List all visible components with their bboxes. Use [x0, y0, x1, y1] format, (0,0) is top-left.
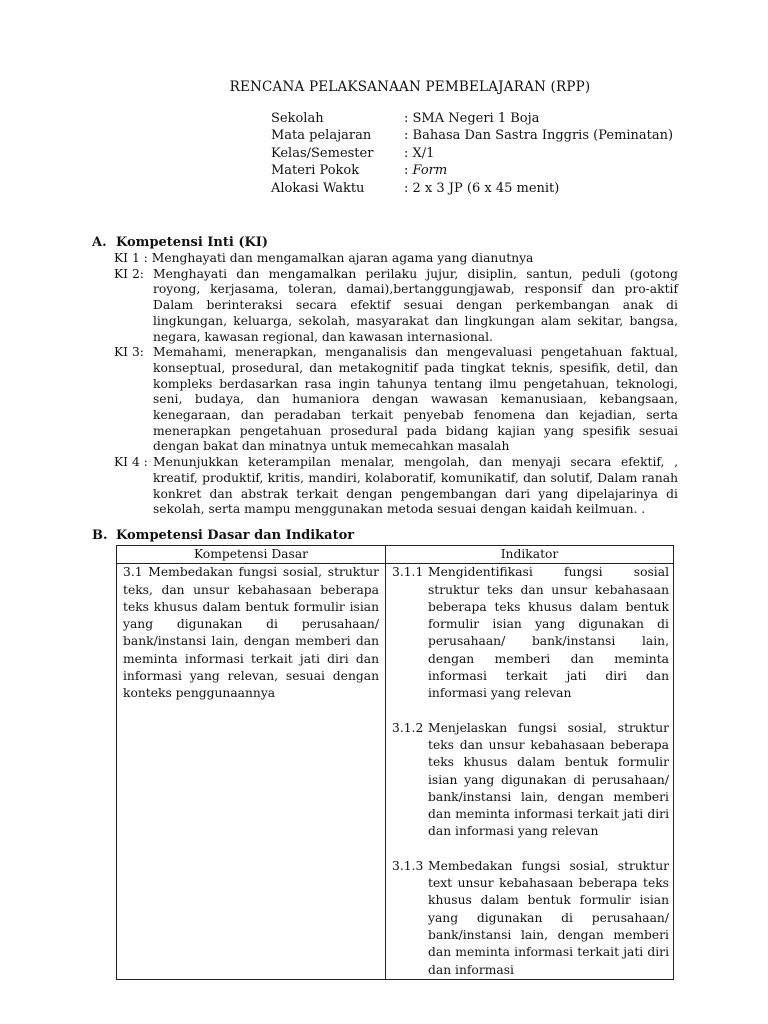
identity-value: : Bahasa Dan Sastra Inggris (Peminatan): [404, 128, 674, 144]
section-a-heading: [92, 235, 268, 250]
kompetensi-indikator-table: [116, 545, 674, 980]
section-b-number: B.: [92, 528, 108, 543]
kompetensi-dasar-cell: 3.1 Membedakan fungsi sosial, struktur teks, dan unsur kebahasaan beberapa teks khusus dalam bentuk formulir isian yang digunakan di perusahaan/ bank/instansi lain, dengan memberi dan meminta informasi terkait jati diri dan informasi yang relevan, sesuai dengan konteks penggunaannya: [117, 564, 386, 980]
identity-value: : SMA Negeri 1 Boja: [404, 111, 540, 126]
ki-label: KI 3:: [114, 345, 144, 360]
identity-value: [404, 162, 447, 179]
indikator-number: 3.1.1: [392, 565, 424, 580]
indikator-cell: [386, 564, 674, 980]
document-title: RENCANA PELAKSANAAN PEMBELAJARAN (RPP): [229, 79, 591, 95]
ki-label: KI 2:: [114, 266, 144, 281]
ki-item: [114, 267, 678, 346]
section-b-title: Kompetensi Dasar dan Indikator: [116, 528, 355, 543]
table-row: [117, 564, 674, 980]
ki-item: [114, 455, 678, 518]
section-a-title: Kompetensi Inti (KI): [116, 235, 268, 250]
identity-row-school: [271, 110, 673, 127]
identity-value-prefix: :: [404, 163, 413, 179]
identity-value: : X/1: [404, 145, 435, 161]
table-header-row: [117, 546, 674, 564]
ki-text: Memahami, menerapkan, menganalisis dan mengevaluasi pengetahuan faktual, konseptual, prosedural, dan metakognitif pada tingkat teknis, spesifik, detil, dan kompleks berdasarkan rasa ingin tahunya tentang ilmu pengetahuan, teknologi, seni, budaya, dan humaniora dengan wawasan kemanusiaan, kebangsaan, kenegaraan, dan peradaban terkait penyebab fenomena dan kejadian, serta menerapkan pengetahuan prosedural pada bidang kajian yang spesifik sesuai dengan bakat dan minatnya untuk memecahkan masalah: [153, 345, 678, 454]
identity-row-topic: [271, 162, 673, 179]
indikator-text: Mengidentifikasi fungsi sosial struktur teks dan unsur kebahasaan beberapa teks khusus dalam bentuk formulir isian yang digunakan di perusahaan/ bank/instansi lain, dengan memberi dan meminta informasi terkait jati diri dan informasi yang relevan: [428, 565, 669, 701]
identity-row-time: [271, 180, 673, 197]
section-a-number: A.: [92, 235, 107, 250]
indikator-item: [392, 858, 669, 979]
identity-row-class: [271, 145, 673, 162]
ki-label: KI 4 :: [114, 455, 152, 470]
school-identity: [271, 110, 673, 197]
identity-value-italic: Form: [412, 163, 448, 179]
column-header-indikator: Indikator: [386, 546, 674, 564]
identity-label: Kelas/Semester: [271, 145, 374, 161]
identity-label: Mata pelajaran: [271, 128, 372, 144]
ki-text: Menghayati dan mengamalkan perilaku jujur, disiplin, santun, peduli (gotong royong, kerjasama, toleran, damai),bertanggungjawab, responsif dan pro-aktif Dalam berinteraksi secara efektif sesuai dengan perkembangan anak di lingkungan, keluarga, sekolah, masyarakat dan lingkungan alam sekitar, bangsa, negara, kawasan regional, dan kawasan internasional.: [153, 266, 678, 344]
indikator-text: Membedakan fungsi sosial, struktur text unsur kebahasaan beberapa teks khusus dalam bentuk formulir isian yang digunakan di perusahaan/ bank/instansi lain, dengan memberi dan meminta informasi terkait jati diri dan informasi: [428, 858, 669, 977]
ki-text: Menghayati dan mengamalkan ajaran agama yang dianutnya: [151, 251, 534, 265]
section-b-heading: [92, 528, 354, 543]
identity-value: : 2 x 3 JP (6 x 45 menit): [404, 180, 560, 196]
ki-item: [114, 251, 678, 267]
indikator-number: 3.1.3: [392, 858, 424, 873]
identity-label: Sekolah: [271, 111, 324, 126]
indikator-number: 3.1.2: [392, 720, 424, 735]
column-header-kompetensi-dasar: Kompetensi Dasar: [117, 546, 386, 564]
identity-label: Materi Pokok: [271, 163, 360, 179]
ki-item: [114, 345, 678, 455]
ki-label: KI 1 :: [114, 251, 152, 265]
kompetensi-inti-list: [114, 251, 678, 518]
indikator-text: Menjelaskan fungsi sosial, struktur teks dan unsur kebahasaan beberapa teks khusus dalam bentuk formulir isian yang digunakan di perusahaan/ bank/instansi lain, dengan memberi dan meminta informasi terkait jati diri dan informasi yang relevan: [428, 720, 669, 839]
identity-label: Alokasi Waktu: [271, 180, 365, 196]
indikator-item: [392, 720, 669, 841]
ki-text: Menunjukkan keterampilan menalar, mengolah, dan menyaji secara efektif, , kreatif, produktif, kritis, mandiri, kolaboratif, komunikatif, dan solutif, Dalam ranah konkret dan abstrak terkait dengan pengembangan dari yang dipelajarinya di sekolah, serta mampu menggunakan metoda sesuai dengan kaidah keilmuan. .: [153, 455, 678, 517]
identity-row-subject: [271, 127, 673, 144]
indikator-item: [392, 564, 669, 702]
